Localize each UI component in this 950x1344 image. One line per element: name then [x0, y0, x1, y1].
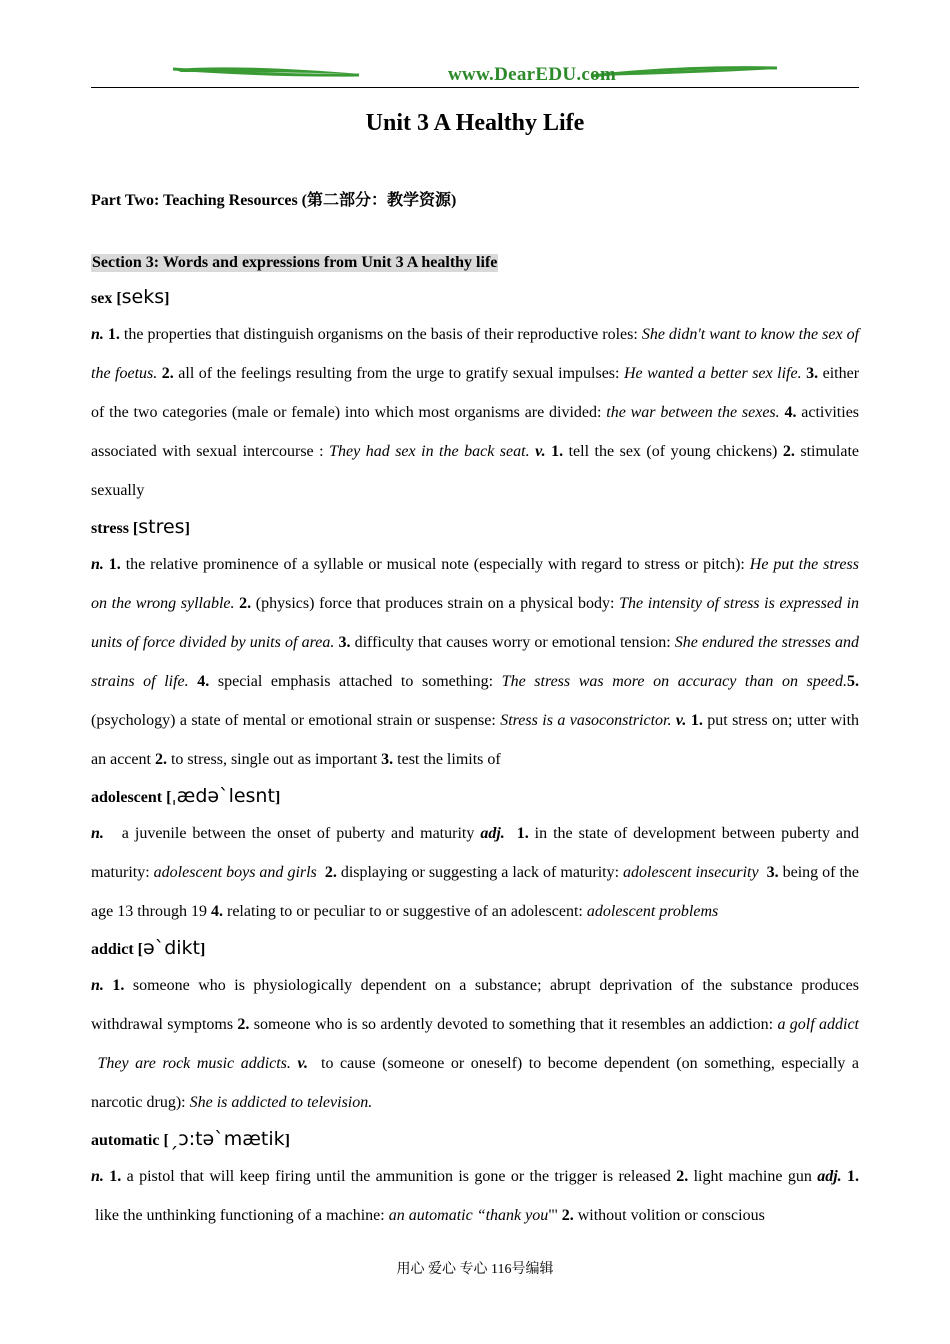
entry-automatic — [91, 1122, 859, 1235]
page-header — [91, 62, 859, 88]
pronunciation: ˏɔ:təˋmætik — [168, 1128, 285, 1150]
headword-line: automatic [ˏɔ:təˋmætik] — [91, 1128, 290, 1150]
headword: stress — [91, 520, 129, 537]
headword: sex — [91, 290, 113, 307]
headword-line: sex [seks] — [91, 286, 170, 308]
headword-line: stress [stres] — [91, 516, 190, 538]
pronunciation: stres — [138, 516, 185, 538]
part-heading: Part Two: Teaching Resources (第二部分：教学资源) — [91, 192, 457, 209]
definition: n. 1. a pistol that will keep firing until the ammunition is gone or the trigger is released 2. light machine gun adj. 1. like the unthinking functioning of a machine: an automatic “thank you"' 2. without volition or conscious — [91, 1168, 860, 1224]
definition: n. 1. the relative prominence of a syllable or musical note (especially with regard to stress or pitch): He put the stress on the wrong syllable. 2. (physics) force that produces strain on a physical body: The intensity of stress is expressed in units of force divided by units of area. 3. difficulty that causes worry or emotional tension: She endured the stresses and strains of life. 4. special emphasis attached to something: The stress was more on accuracy than on speed.5. (psychology) a state of mental or emotional strain or suspense: Stress is a vasoconstrictor. v. 1. put stress on; utter with an accent 2. to stress, single out as important 3. test the limits of — [91, 556, 860, 768]
definition: n. 1. someone who is physiologically dependent on a substance; abrupt deprivation of the substance produces withdrawal symptoms 2. someone who is so ardently devoted to something that it resembles an addiction: a golf addict They are rock music addicts. v. to cause (someone or oneself) to become dependent (on something, especially a narcotic drug): She is addicted to television. — [91, 977, 860, 1111]
section-heading: Section 3: Words and expressions from Unit 3 A healthy life — [92, 254, 498, 271]
headword: addict — [91, 941, 134, 958]
headword: automatic — [91, 1132, 160, 1149]
headword: adolescent — [91, 789, 163, 806]
entry-adolescent — [91, 779, 859, 931]
entries-list — [91, 280, 859, 1235]
pronunciation: əˋdikt — [143, 937, 200, 959]
headword-line: adolescent [ˌædəˋlesnt] — [91, 785, 281, 807]
pronunciation: seks — [121, 286, 165, 308]
entry-addict — [91, 931, 859, 1122]
page-title: Unit 3 A Healthy Life — [365, 110, 585, 136]
entry-stress — [91, 510, 859, 779]
header-rule — [91, 87, 859, 88]
logo-text: www.DearEDU.com — [448, 64, 617, 85]
definition: n. 1. the properties that distinguish organisms on the basis of their reproductive roles: She didn't want to know the sex of the foetus. 2. all of the feelings resulting from the urge to gratify sexual impulses: He wanted a better sex life. 3. either of the two categories (male or female) into which most organisms are divided: the war between the sexes. 4. activities associated with sexual intercourse : They had sex in the back seat. v. 1. tell the sex (of young chickens) 2. stimulate sexually — [91, 326, 860, 499]
pronunciation: ˌædəˋlesnt — [171, 785, 275, 807]
definition: n. a juvenile between the onset of puberty and maturity adj. 1. in the state of development between puberty and maturity: adolescent boys and girls 2. displaying or suggesting a lack of maturity: adolescent insecurity 3. being of the age 13 through 19 4. relating to or peculiar to or suggestive of an adolescent: adolescent problems — [91, 825, 860, 920]
page-footer: 用心 爱心 专心 116号编辑 — [396, 1262, 554, 1277]
headword-line: addict [əˋdikt] — [91, 937, 206, 959]
entry-sex — [91, 280, 859, 510]
